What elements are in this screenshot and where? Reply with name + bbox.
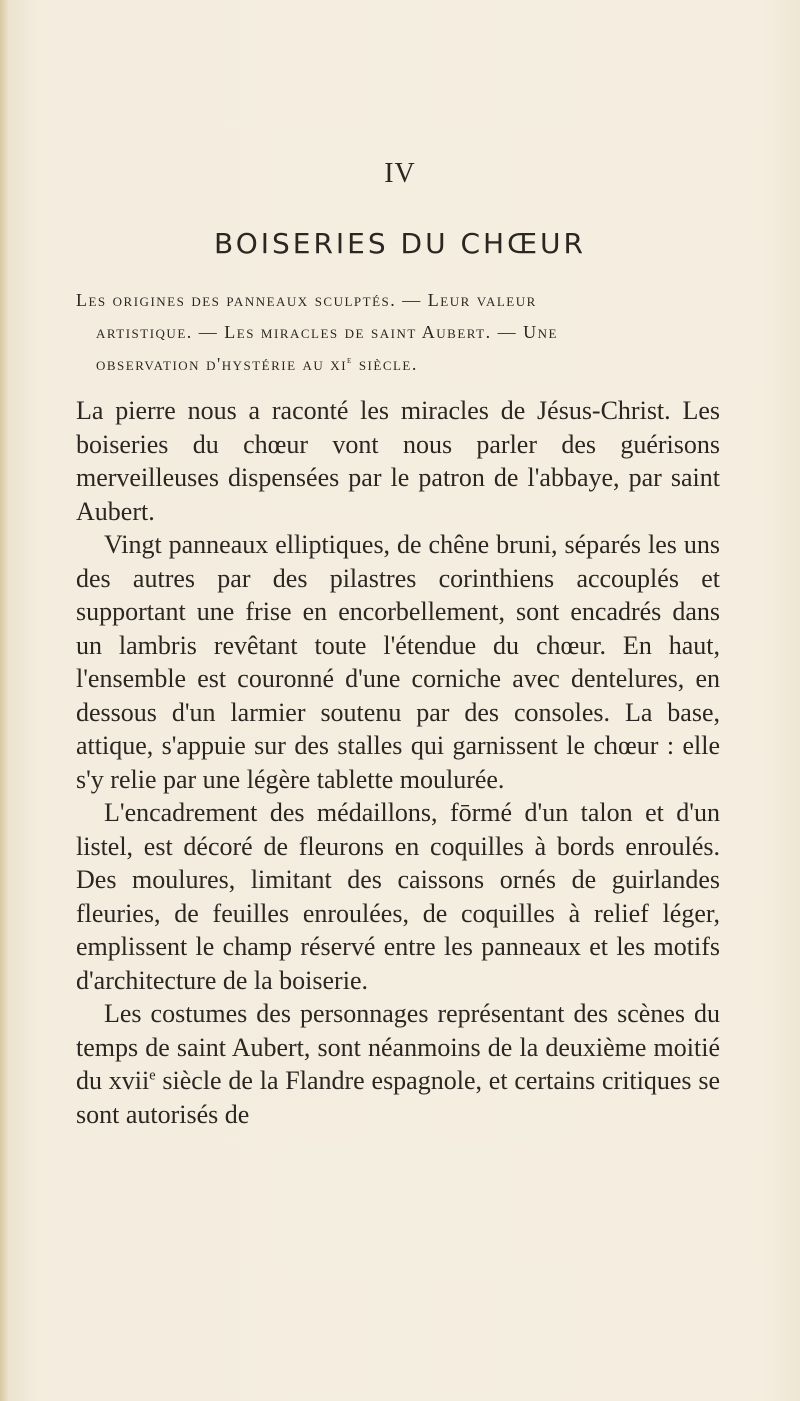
- summary-line-3-text: observation d'hystérie au xi: [96, 354, 348, 374]
- summary-line-2: artistique. — Les miracles de saint Aubert. — Une: [96, 322, 558, 342]
- body-text: [76, 394, 720, 1131]
- paragraph-1: La pierre nous a raconté les miracles de Jésus-Christ. Les boiseries du chœur vont nous parler des guérisons merveilleuses dispensées par le patron de l'abbaye, par saint Aubert.: [76, 396, 720, 526]
- chapter-title: BOISERIES DU CHŒUR: [213, 227, 587, 260]
- paragraph-4-text: Les costumes des personnages représentant des scènes du temps de saint Aubert, sont néanmoins de la deuxième moitié du xvii: [76, 999, 720, 1095]
- page-edge: [0, 0, 10, 1401]
- summary-line-1: Les origines des panneaux sculptés. — Leur valeur: [76, 290, 537, 310]
- superscript: e: [347, 355, 353, 366]
- superscript: e: [149, 1067, 156, 1084]
- paragraph-4: [76, 997, 720, 1131]
- paragraph-3: L'encadrement des médaillons, fōrmé d'un talon et d'un listel, est décoré de fleurons en coquilles à bords enroulés. Des moulures, limitant des caissons ornés de guirlandes fleuries, de feuilles enroulées, de coquilles à relief léger, emplissent le champ réservé entre les panneaux et les motifs d'architecture de la boiserie.: [76, 798, 720, 995]
- chapter-number: IV: [384, 158, 416, 189]
- summary-line-3-end: siècle.: [352, 354, 418, 374]
- chapter-summary: [76, 284, 716, 380]
- summary-line-3: [76, 348, 716, 380]
- paragraph-4-end: siècle de la Flandre espagnole, et certains critiques se sont autorisés de: [76, 1066, 720, 1129]
- paragraph-2: Vingt panneaux elliptiques, de chêne bruni, séparés les uns des autres par des pilastres corinthiens accouplés et supportant une frise en encorbellement, sont encadrés dans un lambris revêtant toute l'étendue du chœur. En haut, l'ensemble est couronné d'une corniche avec dentelures, en dessous d'un larmier soutenu par des consoles. La base, attique, s'appuie sur des stalles qui garnissent le chœur : elle s'y relie par une légère tablette moulurée.: [76, 530, 720, 794]
